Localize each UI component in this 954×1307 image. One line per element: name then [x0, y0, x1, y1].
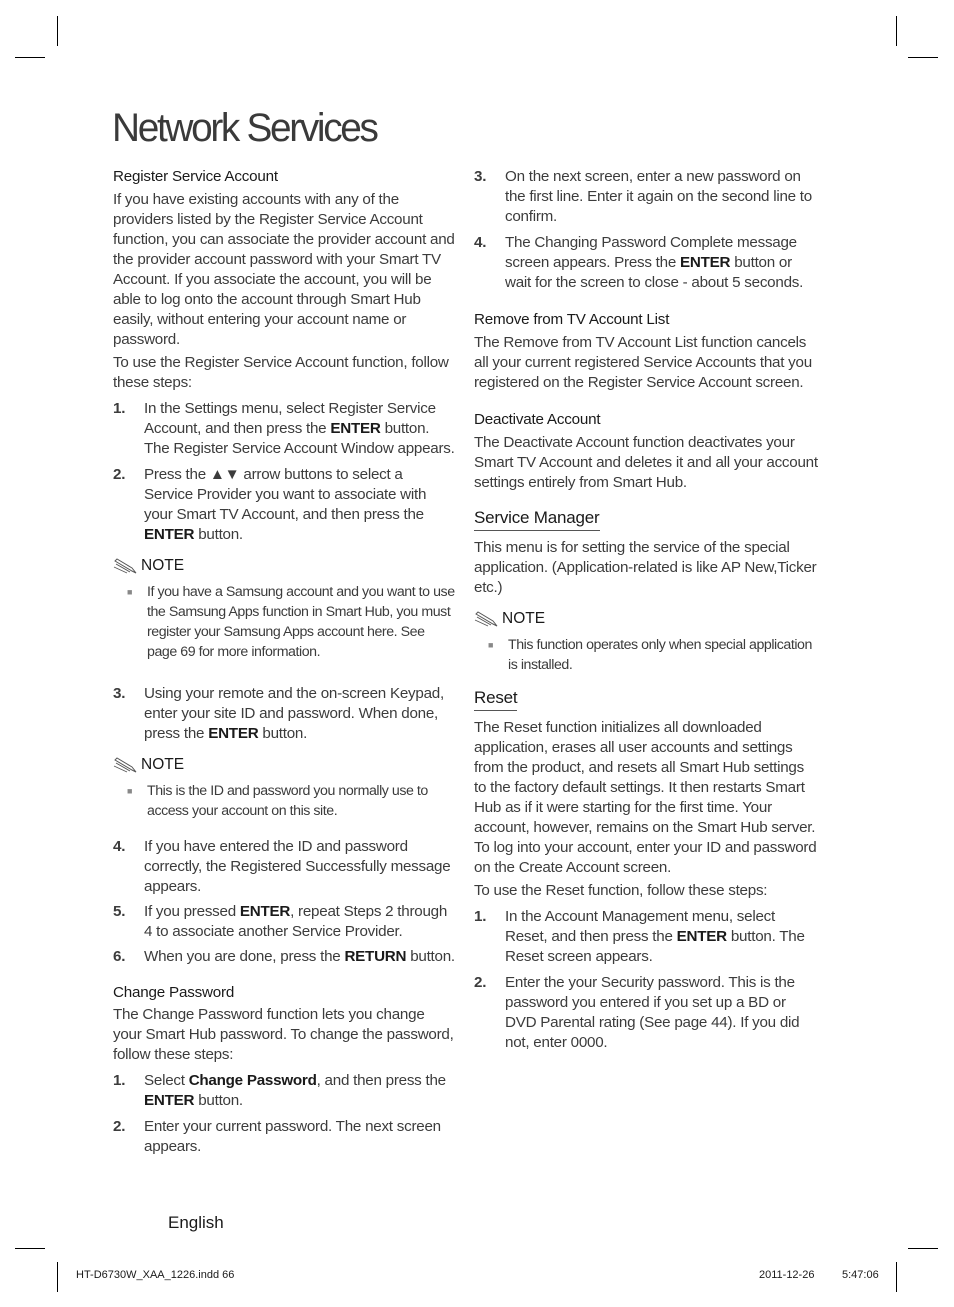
register-service-account-heading: Register Service Account — [113, 168, 278, 185]
note-item — [127, 582, 455, 662]
step-number: 2. — [474, 974, 487, 991]
step-number: 1. — [113, 400, 126, 417]
note-heading — [113, 556, 455, 576]
register-step-2 — [113, 465, 455, 545]
step-number: 6. — [113, 948, 126, 965]
reset-para-1: The Reset function initializes all downloaded application, erases all user accounts and settings from the product, and resets all Smart Hub settings to the factory default settings. It then restarts Smart Hub as if it were starting for the first time. Your account, however, remains on the Smart Hub server. To log into your account, enter your ID and password on the Create Account screen. — [474, 719, 817, 876]
step-number: 1. — [474, 908, 487, 925]
bullet-square-icon: ■ — [127, 587, 132, 597]
register-step-6 — [113, 947, 455, 967]
note-text: This function operates only when special application is installed. — [508, 637, 812, 673]
step-text: When you are done, press the RETURN button. — [144, 948, 455, 965]
step-text: Enter your current password. The next screen appears. — [144, 1118, 441, 1155]
deactivate-account-para: The Deactivate Account function deactivates your Smart TV Account and deletes it and all your account settings entirely from Smart Hub. — [474, 434, 818, 491]
step-text: On the next screen, enter a new password on the first line. Enter it again on the second line to confirm. — [505, 168, 812, 225]
footer-language: English — [168, 1213, 224, 1232]
note-heading — [474, 609, 819, 629]
note-text: If you have a Samsung account and you want to use the Samsung Apps function in Smart Hub, you must register your Samsung Apps account here. See page 69 for more information. — [147, 584, 455, 660]
reset-step-2 — [474, 973, 819, 1053]
reset-step-1 — [474, 907, 819, 967]
service-manager-para: This menu is for setting the service of the special application. (Application-related is like AP New,Ticker etc.) — [474, 539, 817, 596]
slug-date: 2011-12-26 — [759, 1269, 815, 1281]
bullet-square-icon: ■ — [127, 786, 132, 796]
remove-account-para: The Remove from TV Account List function cancels all your current registered Service Accounts that you registered on the Register Service Account screen. — [474, 334, 812, 391]
step-number: 4. — [113, 838, 126, 855]
service-manager-heading-wrap — [474, 507, 819, 531]
step-number: 1. — [113, 1072, 126, 1089]
step-number: 5. — [113, 903, 126, 920]
crop-mark — [896, 16, 897, 46]
register-para-1: If you have existing accounts with any of the providers listed by the Register Service Account function, you can associate the provider account and the provider account password with your Smart TV Account. If you associate the account, you will be able to log onto the account through Smart Hub easily, without entering your account name or password. — [113, 191, 455, 348]
step-text: In the Settings menu, select Register Service Account, and then press the ENTER button. The Register Service Account Window appears. — [144, 400, 455, 457]
register-step-1 — [113, 399, 455, 459]
step-text: Press the ▲▼ arrow buttons to select a Service Provider you want to associate with your Smart TV Account, and then press the ENTER button. — [144, 466, 427, 543]
change-step-4 — [474, 233, 819, 293]
step-text: If you pressed ENTER, repeat Steps 2 through 4 to associate another Service Provider. — [144, 903, 448, 940]
note-heading — [113, 755, 455, 775]
step-text: Using your remote and the on-screen Keypad, enter your site ID and password. When done, press the ENTER button. — [144, 685, 444, 742]
step-number: 3. — [474, 168, 487, 185]
change-step-1 — [113, 1071, 455, 1111]
register-step-4 — [113, 837, 455, 897]
crop-mark — [908, 57, 938, 58]
step-text: In the Account Management menu, select Reset, and then press the ENTER button. The Reset screen appears. — [505, 908, 805, 965]
change-step-3 — [474, 167, 819, 227]
note-label: NOTE — [141, 557, 185, 574]
note-item — [127, 781, 455, 821]
note-text: This is the ID and password you normally use to access your account on this site. — [147, 783, 428, 819]
crop-mark — [57, 16, 58, 46]
service-manager-heading: Service Manager — [474, 507, 600, 531]
crop-mark — [15, 57, 45, 58]
right-column — [474, 166, 819, 1053]
crop-mark — [908, 1248, 938, 1249]
remove-account-heading: Remove from TV Account List — [474, 311, 670, 328]
step-text: Enter the your Security password. This is the password you entered if you set up a BD or DVD Parental rating (See page 44). If you did not, enter 0000. — [505, 974, 800, 1051]
note-label: NOTE — [502, 610, 546, 627]
deactivate-account-heading: Deactivate Account — [474, 411, 601, 428]
reset-para-2: To use the Reset function, follow these steps: — [474, 882, 768, 899]
crop-mark — [896, 1262, 897, 1292]
page-title: Network Services — [112, 106, 377, 150]
pencil-note-icon — [113, 558, 138, 574]
reset-heading-wrap — [474, 687, 819, 711]
register-para-2: To use the Register Service Account function, follow these steps: — [113, 354, 449, 391]
crop-mark — [15, 1248, 45, 1249]
crop-mark — [57, 1262, 58, 1292]
pencil-note-icon — [113, 757, 138, 773]
change-password-para: The Change Password function lets you change your Smart Hub password. To change the password, follow these steps: — [113, 1006, 454, 1063]
step-number: 3. — [113, 685, 126, 702]
register-step-5 — [113, 902, 455, 942]
bullet-square-icon: ■ — [488, 640, 493, 650]
reset-heading: Reset — [474, 687, 517, 711]
step-text: The Changing Password Complete message screen appears. Press the ENTER button or wait for the screen to close - about 5 seconds. — [505, 234, 804, 291]
change-step-2 — [113, 1117, 455, 1157]
step-number: 2. — [113, 1118, 126, 1135]
step-text: If you have entered the ID and password correctly, the Registered Successfully message appears. — [144, 838, 451, 895]
slug-file: HT-D6730W_XAA_1226.indd 66 — [76, 1269, 235, 1281]
note-item — [488, 635, 819, 675]
step-number: 4. — [474, 234, 487, 251]
step-number: 2. — [113, 466, 126, 483]
slug-time: 5:47:06 — [842, 1269, 879, 1281]
step-text: Select Change Password, and then press the ENTER button. — [144, 1072, 446, 1109]
note-label: NOTE — [141, 756, 185, 773]
change-password-heading: Change Password — [113, 984, 235, 1001]
register-step-3 — [113, 684, 455, 744]
pencil-note-icon — [474, 611, 499, 627]
left-column — [113, 166, 455, 1157]
